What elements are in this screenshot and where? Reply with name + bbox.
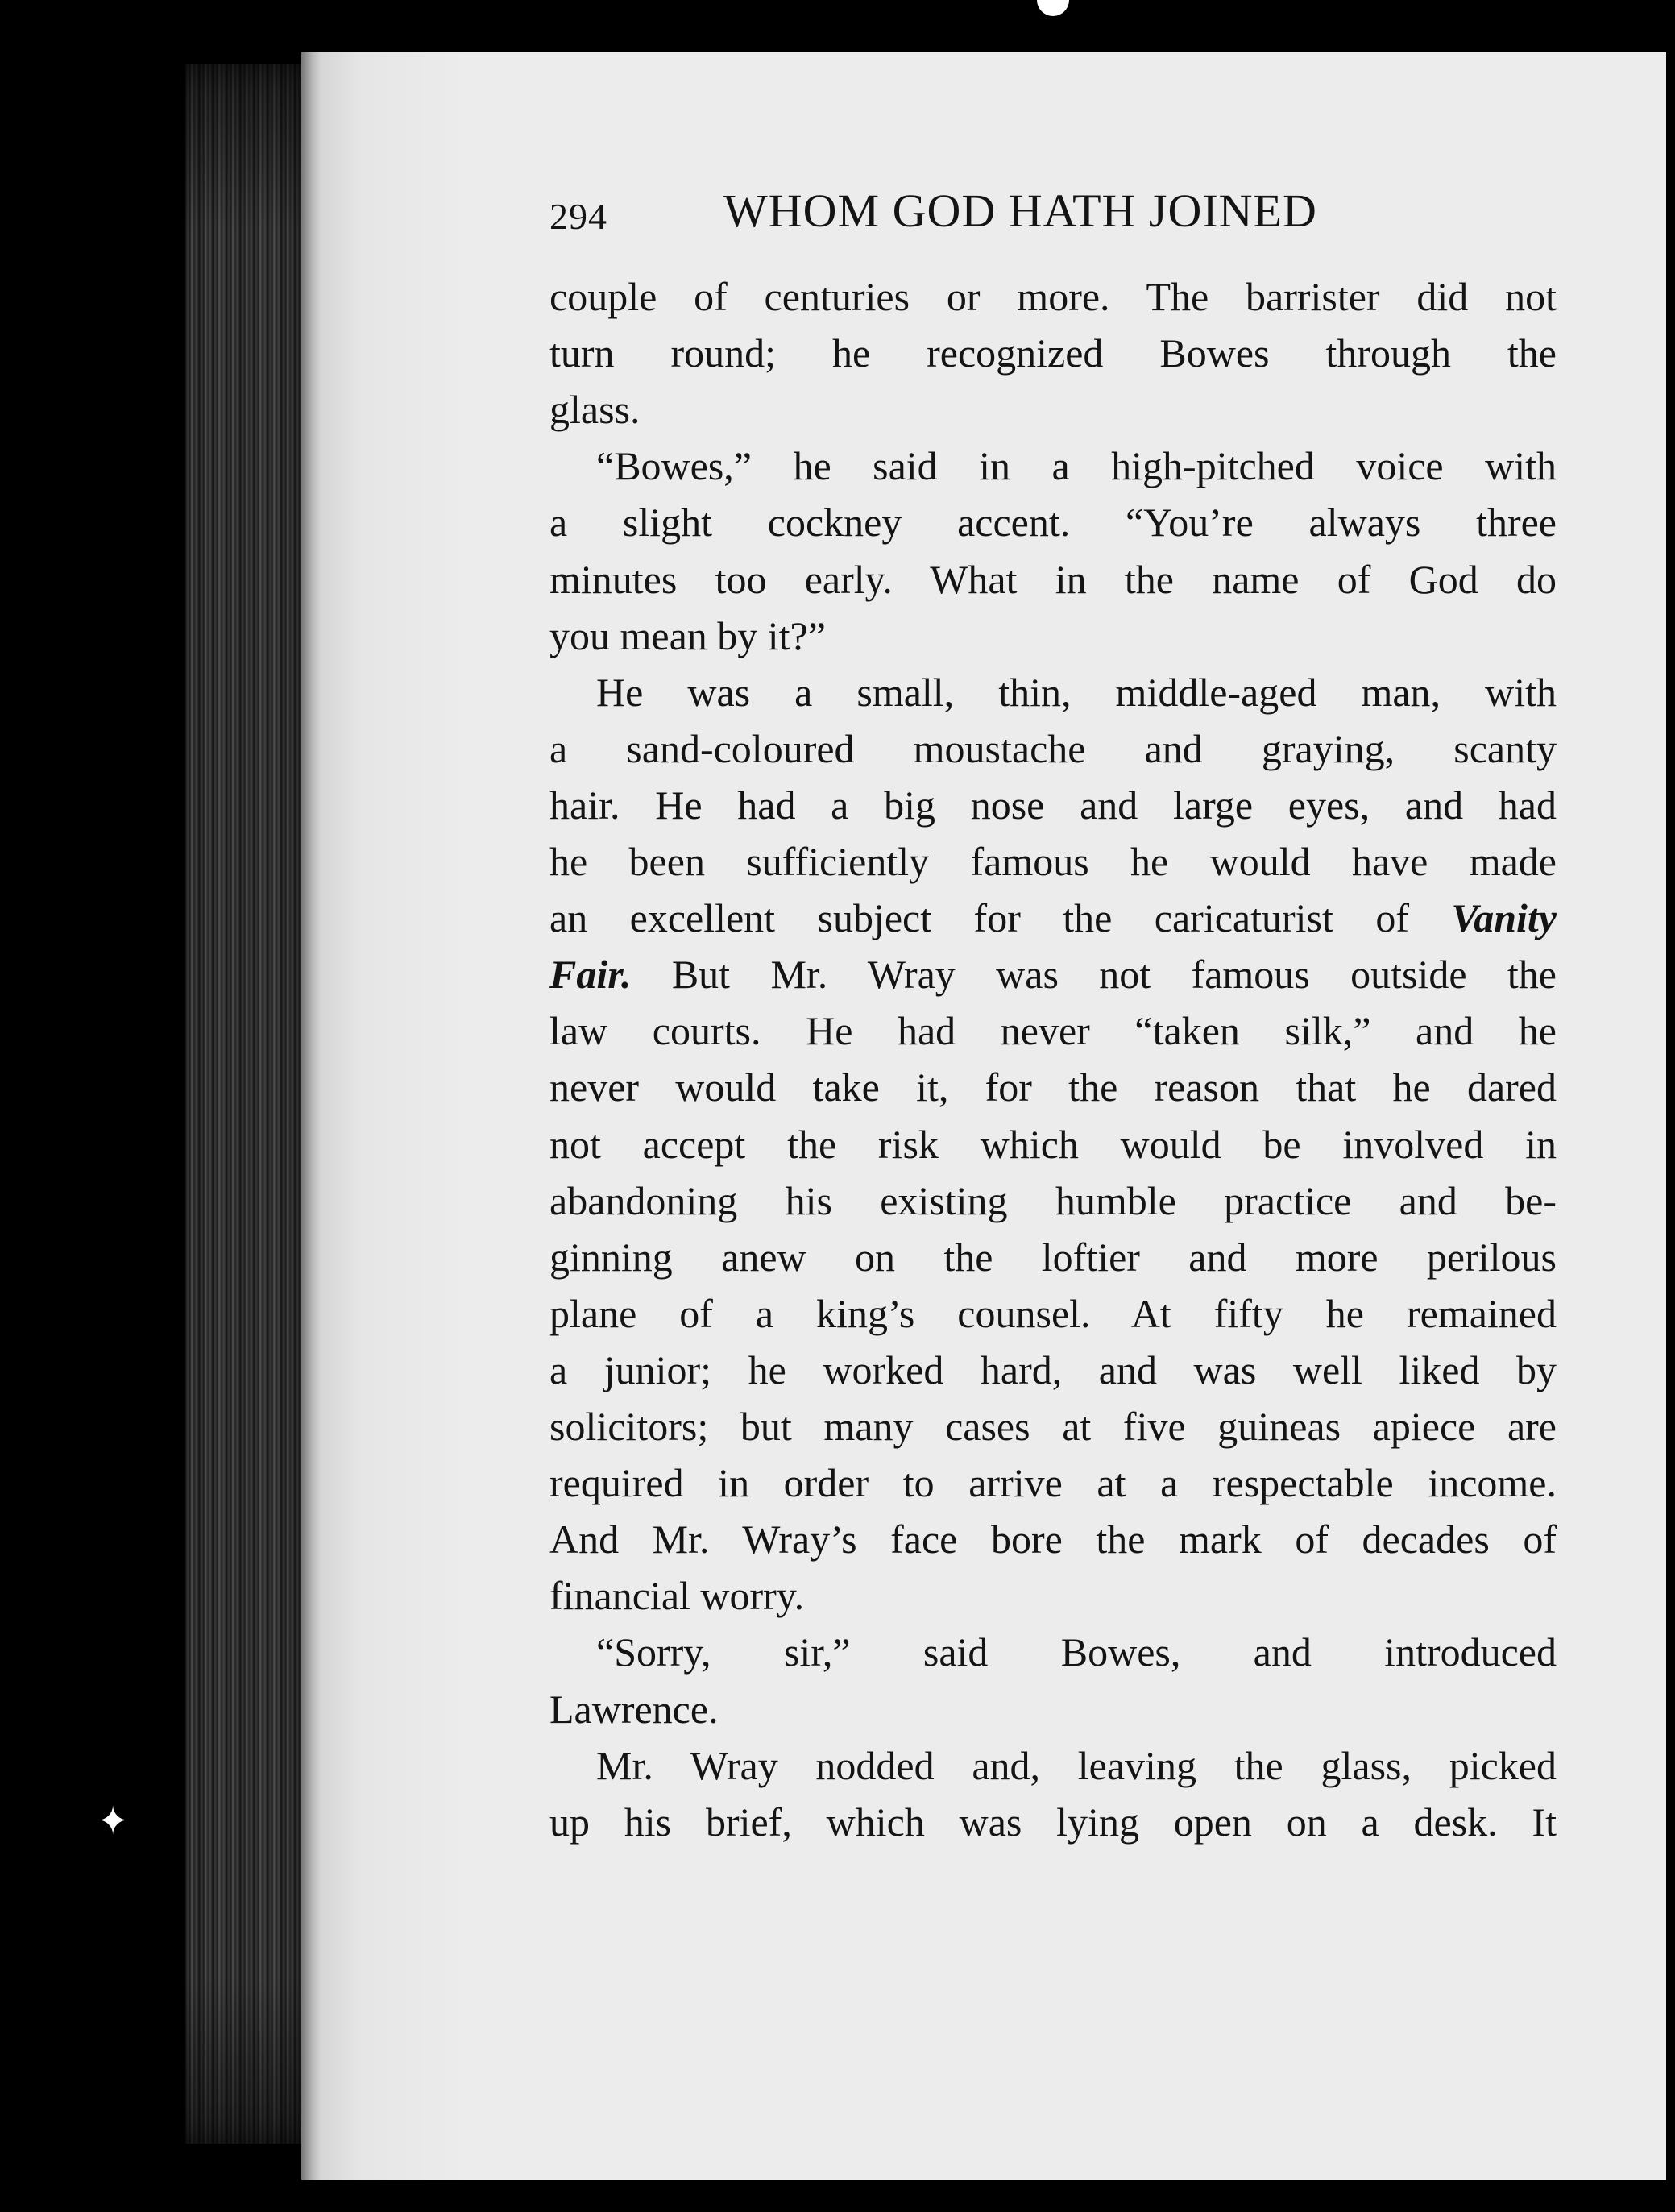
page-number: 294 bbox=[549, 196, 607, 237]
text-line bbox=[596, 1628, 1557, 1676]
text-line-content: Lawrence. bbox=[549, 1686, 719, 1732]
scan-artifact-mark bbox=[1037, 0, 1069, 16]
text-line-content: he been sufficiently famous he would have made bbox=[549, 839, 1557, 884]
text-line bbox=[549, 724, 1557, 773]
text-line bbox=[549, 950, 1557, 998]
text-line-content: solicitors; but many cases at five guineas apiece are bbox=[549, 1404, 1557, 1449]
text-line-content: Mr. Wray nodded and, leaving the glass, picked bbox=[596, 1742, 1557, 1788]
text-line-content: minutes too early. What in the name of God do bbox=[549, 556, 1557, 602]
text-line-content: couple of centuries or more. The barrister did not bbox=[549, 274, 1557, 319]
text-line bbox=[549, 781, 1557, 829]
text-line-content: hair. He had a big nose and large eyes, and had bbox=[549, 782, 1557, 828]
text-line-content: a sand-coloured moustache and graying, scanty bbox=[549, 725, 1557, 771]
text-line-content: plane of a king’s counsel. At fifty he remained bbox=[549, 1290, 1557, 1336]
text-line bbox=[596, 442, 1557, 490]
text-line bbox=[549, 1459, 1557, 1507]
running-title: WHOM GOD HATH JOINED bbox=[723, 185, 1317, 237]
text-line-content: turn round; he recognized Bowes through the bbox=[549, 330, 1557, 376]
text-line-content: glass. bbox=[549, 387, 641, 433]
text-line bbox=[549, 329, 1557, 377]
text-line-content: an excellent subject for the caricaturist of bbox=[549, 895, 1409, 941]
text-line bbox=[549, 1346, 1557, 1394]
text-line bbox=[549, 1006, 1557, 1055]
text-line-content: you mean by it?” bbox=[549, 612, 826, 658]
text-line bbox=[549, 385, 1557, 434]
text-line bbox=[549, 1063, 1557, 1111]
text-line-content: a slight cockney accent. “You’re always three bbox=[549, 500, 1557, 546]
text-line-content: financial worry. bbox=[549, 1573, 805, 1619]
text-line bbox=[549, 1515, 1557, 1563]
text-line bbox=[596, 1741, 1557, 1790]
text-line-content: ginning anew on the loftier and more perilous bbox=[549, 1234, 1557, 1280]
text-line bbox=[549, 272, 1557, 321]
text-line bbox=[549, 1120, 1557, 1168]
text-line-content: abandoning his existing humble practice and be- bbox=[549, 1177, 1557, 1223]
text-line bbox=[549, 837, 1557, 886]
text-line-content: “Sorry, sir,” said Bowes, and introduced bbox=[596, 1629, 1557, 1675]
text-line-content: never would take it, for the reason that he dared bbox=[549, 1064, 1557, 1110]
text-line-content: up his brief, which was lying open on a desk. It bbox=[549, 1799, 1557, 1845]
text-line-content: a junior; he worked hard, and was well liked by bbox=[549, 1347, 1557, 1392]
italic-text: Vanity bbox=[1451, 895, 1557, 941]
text-line-content: “Bowes,” he said in a high-pitched voice with bbox=[596, 443, 1557, 489]
text-line-content: He was a small, thin, middle-aged man, with bbox=[596, 669, 1557, 715]
text-line bbox=[549, 1685, 1557, 1733]
text-line bbox=[549, 498, 1557, 546]
italic-text: Fair. bbox=[549, 952, 632, 998]
text-line bbox=[549, 894, 1557, 942]
text-line bbox=[549, 1177, 1557, 1225]
text-line-content: But Mr. Wray was not famous outside the bbox=[671, 952, 1557, 998]
text-line bbox=[549, 1289, 1557, 1338]
running-head bbox=[549, 184, 1557, 240]
text-line-content: required in order to arrive at a respectable income. bbox=[549, 1460, 1557, 1506]
text-line bbox=[549, 612, 1557, 660]
scan-speck-icon: ✦ bbox=[97, 1799, 130, 1844]
text-line bbox=[596, 668, 1557, 716]
text-line-content: not accept the risk which would be involved in bbox=[549, 1121, 1557, 1167]
text-line-content: And Mr. Wray’s face bore the mark of decades of bbox=[549, 1517, 1557, 1563]
text-line bbox=[549, 555, 1557, 604]
text-line bbox=[549, 1233, 1557, 1281]
text-line bbox=[549, 1402, 1557, 1450]
text-line bbox=[549, 1571, 1557, 1620]
text-line-content: law courts. He had never “taken silk,” and he bbox=[549, 1008, 1557, 1054]
text-line bbox=[549, 1798, 1557, 1846]
